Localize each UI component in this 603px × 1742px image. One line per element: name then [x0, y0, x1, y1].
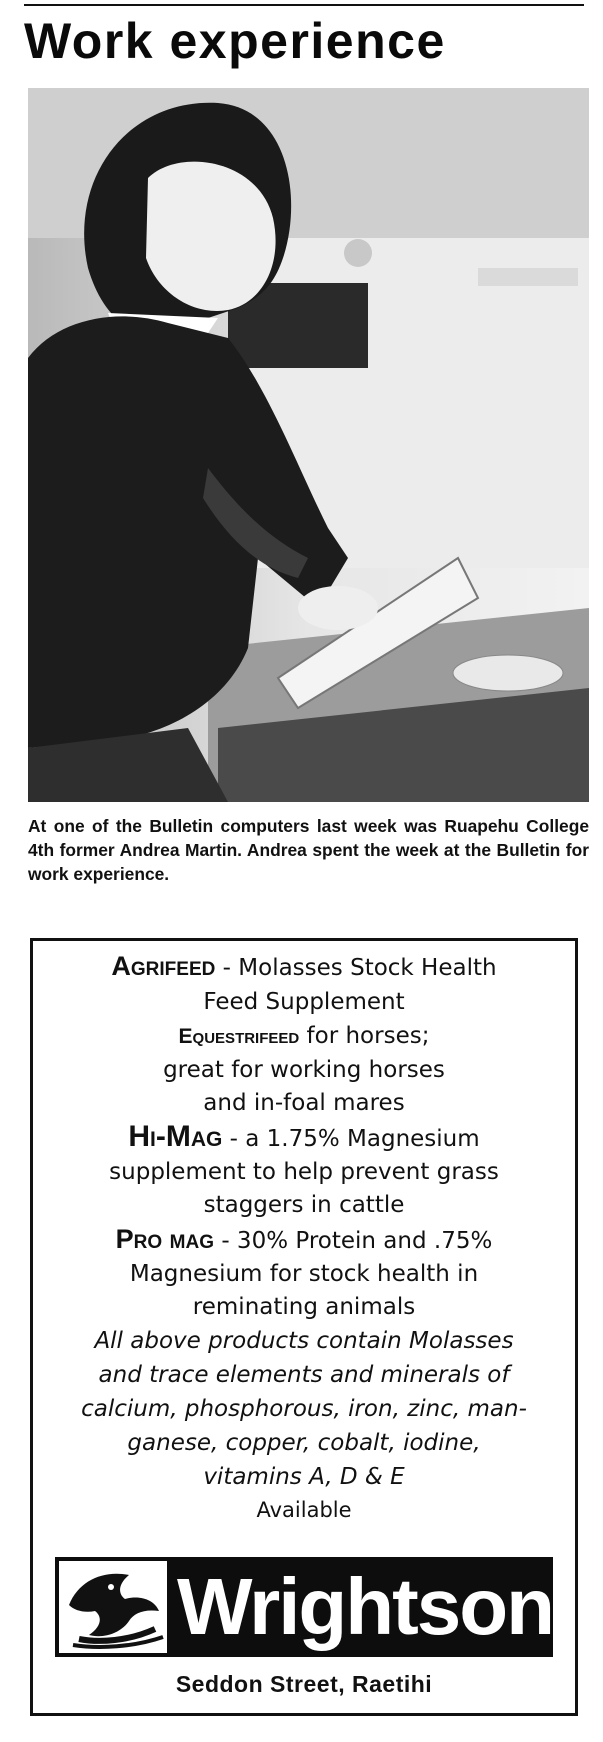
- promag-desc-3: reminating animals: [192, 1294, 416, 1320]
- himag-desc-1: - a 1.75% Magnesium: [222, 1126, 480, 1152]
- ad-body: [33, 949, 575, 1527]
- agrifeed-desc-2: Feed Supplement: [203, 989, 405, 1015]
- promag-line: [33, 1222, 575, 1258]
- product-name-agrifeed: Agrifeed: [111, 951, 216, 981]
- equestrifeed-line: [33, 1019, 575, 1054]
- photo-caption: At one of the Bulletin computers last week was Ruapehu College 4th former Andrea Martin. Andrea spent the week at the Bulletin for work experience.: [28, 816, 589, 884]
- himag-line: [33, 1120, 575, 1156]
- himag-desc-3: staggers in cattle: [203, 1192, 405, 1218]
- brand-name: Wrightson: [177, 1562, 554, 1651]
- promag-desc-1: - 30% Protein and .75%: [214, 1228, 493, 1254]
- equestrifeed-desc-3: and in-foal mares: [203, 1090, 405, 1116]
- availability-text: Available: [256, 1498, 352, 1522]
- equestrifeed-desc-2: great for working horses: [163, 1057, 445, 1083]
- promag-desc-2: Magnesium for stock health in: [129, 1261, 479, 1287]
- ingredients-note-1: All above products contain Molasses: [94, 1328, 514, 1354]
- ingredients-note-2: and trace elements and minerals of: [98, 1362, 510, 1388]
- product-name-promag: Pro mag: [115, 1224, 215, 1254]
- ingredients-note-4: ganese, copper, cobalt, iodine,: [127, 1430, 481, 1456]
- wrightson-advertisement: [30, 938, 578, 1716]
- store-address: Seddon Street, Raetihi: [175, 1671, 433, 1697]
- agrifeed-line: [33, 949, 575, 985]
- griffin-logo-icon: [59, 1561, 167, 1653]
- top-rule: [24, 4, 584, 6]
- page-headline: Work experience: [24, 13, 446, 69]
- equestrifeed-desc-1: for horses;: [299, 1023, 430, 1049]
- product-name-himag: Hi-Mag: [128, 1120, 223, 1153]
- agrifeed-desc-1: - Molasses Stock Health: [215, 955, 497, 981]
- article-photo: [28, 88, 589, 802]
- product-name-equestrifeed: Equestrifeed: [178, 1025, 300, 1048]
- himag-desc-2: supplement to help prevent grass: [109, 1159, 499, 1185]
- wrightson-logo-bar: [55, 1557, 553, 1657]
- ingredients-note-3: calcium, phosphorous, iron, zinc, man-: [81, 1396, 527, 1422]
- ingredients-note-5: vitamins A, D & E: [203, 1464, 405, 1490]
